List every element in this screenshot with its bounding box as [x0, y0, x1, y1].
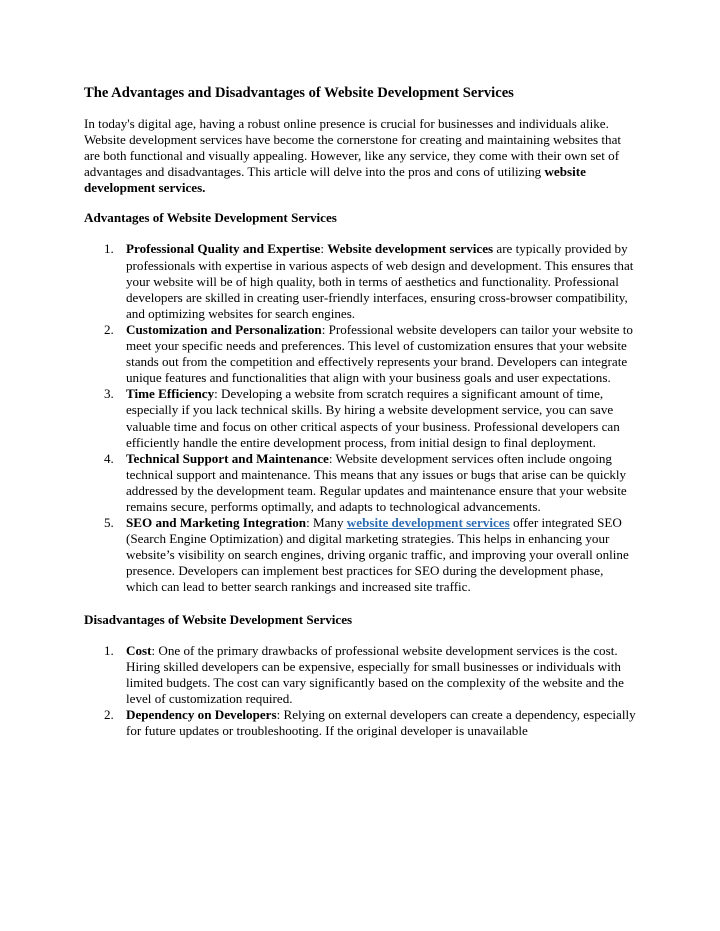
item-text: : Developing a website from scratch requires a significant amount of time, especially if you lack technical skills. By hiring a website development service, you can save valuable time and focus on other critical aspects of your business. Professional developers can efficiently handle the entire development process, from initial design to final deployment.	[126, 386, 620, 450]
list-item	[84, 643, 636, 707]
item-text: are typically provided by professionals with expertise in various aspects of web design and development. This ensures that your website will be of high quality, both in terms of aesthetics and functionality. Professional developers are skilled in creating user-friendly interfaces, ensuring cross-browser compatibility, and optimizing websites for search engines.	[126, 241, 634, 321]
disadvantages-heading: Disadvantages of Website Development Services	[84, 611, 353, 627]
item-term: Technical Support and Maintenance	[126, 450, 329, 466]
list-number: 2.	[104, 321, 114, 337]
item-text: : One of the primary drawbacks of professional website development services is the cost. Hiring skilled developers can be expensive, especially for small businesses or individuals with limited budgets. The cost can vary significantly based on the complexity of the website and the level of customization required.	[126, 642, 624, 706]
item-pre-link: : Many	[306, 515, 347, 531]
item-term: SEO and Marketing Integration	[126, 515, 307, 531]
item-term: Customization and Personalization	[126, 321, 322, 337]
list-item	[84, 386, 636, 450]
list-number: 1.	[104, 241, 114, 257]
intro-bold-text: website development services.	[84, 164, 586, 196]
list-number: 4.	[104, 450, 114, 466]
list-number: 1.	[104, 642, 114, 658]
website-development-services-link[interactable]: website development services	[346, 515, 510, 531]
item-term: Cost	[126, 642, 152, 658]
item-lead-bold: Website development services	[327, 241, 494, 257]
advantages-list	[84, 241, 636, 595]
item-text: : Relying on external developers can create a dependency, especially for future updates or troubleshooting. If the original developer is unavailable	[126, 706, 636, 738]
item-text: : Website development services often include ongoing technical support and maintenance. This means that any issues or bugs that arise can be quickly addressed by the development team. Regular updates and maintenance ensure that your website remains secure, performs optimally, and adapts to technological advancements.	[126, 450, 627, 514]
disadvantages-list	[84, 643, 636, 740]
list-number: 2.	[104, 706, 114, 722]
list-item	[84, 515, 636, 595]
list-item	[84, 707, 636, 739]
list-number: 3.	[104, 386, 114, 402]
item-term: Dependency on Developers	[126, 706, 277, 722]
item-text: : Professional website developers can tailor your website to meet your specific needs and preferences. This level of customization ensures that your website stands out from the competition and effectively represents your brand. Developers can integrate unique features and functionalities that align with your business goals and user expectations.	[126, 321, 633, 386]
item-separator: :	[320, 241, 328, 257]
list-item	[84, 241, 636, 321]
intro-paragraph	[84, 116, 636, 196]
page-title: The Advantages and Disadvantages of Website Development Services	[84, 85, 514, 101]
item-term: Time Efficiency	[126, 386, 215, 402]
intro-text: In today's digital age, having a robust online presence is crucial for businesses and individuals alike. Website development services have become the cornerstone for creating and maintaining websites that are both functional and visually appealing. However, like any service, they come with their own set of advantages and disadvantages. This article will delve into the pros and cons of utilizing	[84, 116, 622, 180]
list-item	[84, 322, 636, 386]
document-page	[84, 84, 636, 755]
list-item	[84, 451, 636, 515]
item-text: offer integrated SEO (Search Engine Optimization) and digital marketing strategies. This helps in enhancing your website’s visibility on search engines, driving organic traffic, and improving your overall online presence. Developers can implement best practices for SEO during the development phase, which can lead to better search rankings and increased site traffic.	[126, 515, 629, 595]
item-term: Professional Quality and Expertise	[126, 241, 321, 257]
advantages-heading: Advantages of Website Development Services	[84, 210, 337, 226]
list-number: 5.	[104, 515, 114, 531]
